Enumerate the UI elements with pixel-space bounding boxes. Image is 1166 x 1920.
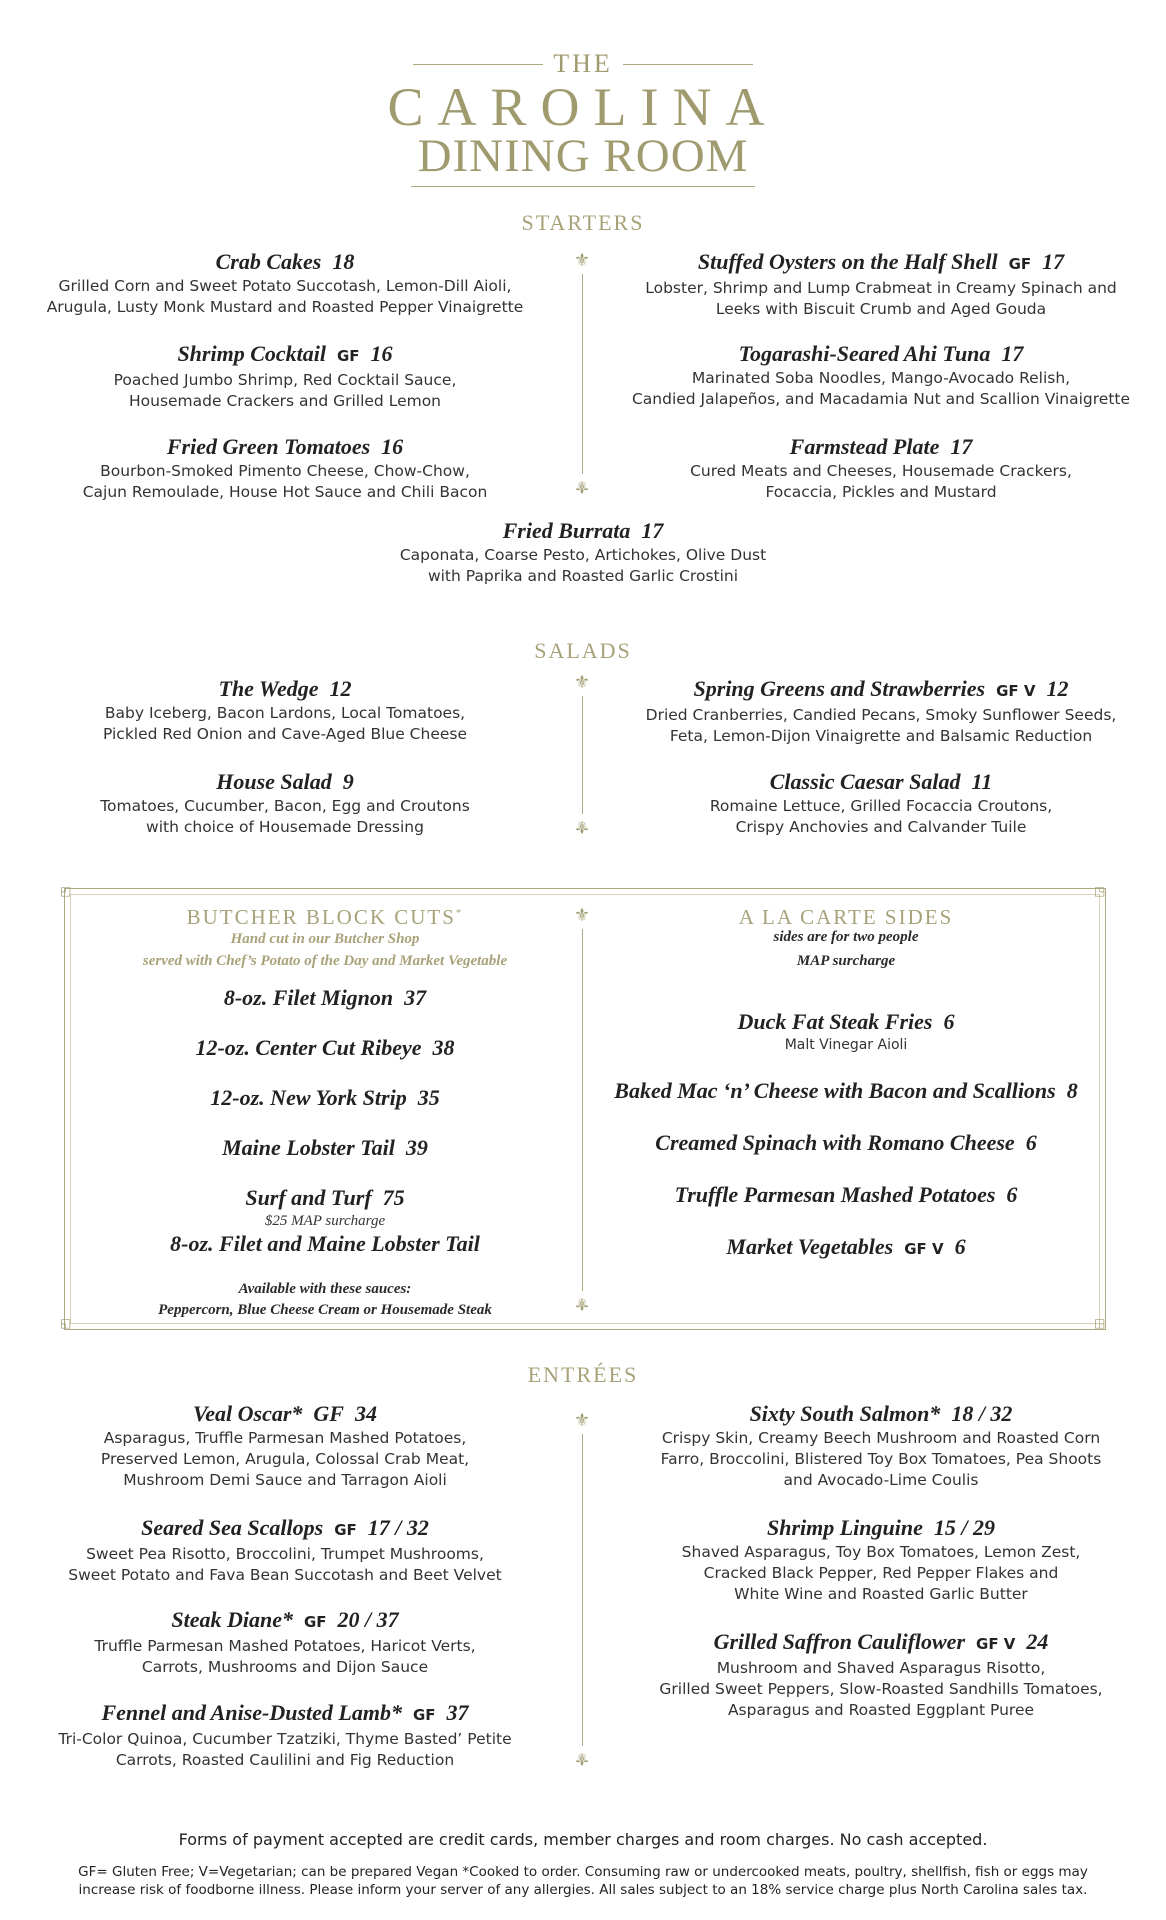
butcher-subtitle: served with Chef’s Potato of the Day and Market Vegetable xyxy=(142,953,508,969)
menu-item: Shrimp Linguine 15 / 29 Shaved Asparagus, Toy Box Tomatoes, Lemon Zest, Cracked Black Pepper, Red Pepper Flakes and White Wine and Roasted Garlic Butter xyxy=(681,1515,1081,1603)
menu-item: Classic Caesar Salad 11 Romaine Lettuce, Grilled Focaccia Croutons, Crispy Anchovies and Calvander Tuile xyxy=(709,769,1053,836)
sides-title: A LA CARTE SIDES xyxy=(738,905,954,929)
menu-item: Stuffed Oysters on the Half Shell GF 17 Lobster, Shrimp and Lump Crabmeat in Creamy Spinach and Leeks with Biscuit Crumb and Aged Gouda xyxy=(645,249,1117,318)
menu-item: Seared Sea Scallops GF 17 / 32 Sweet Pea Risotto, Broccolini, Trumpet Mushrooms, Sweet Potato and Fava Bean Succotash and Beet Velvet xyxy=(68,1515,502,1584)
menu-item: The Wedge 12 Baby Iceberg, Bacon Lardons, Local Tomatoes, Pickled Red Onion and Cave-Aged Blue Cheese xyxy=(102,676,468,743)
menu-item: Crab Cakes 18 Grilled Corn and Sweet Potato Succotash, Lemon-Dill Aioli, Arugula, Lusty Monk Mustard and Roasted Pepper Vinaigrette xyxy=(46,249,524,316)
menu-item: Fried Burrata 17 Caponata, Coarse Pesto, Artichokes, Olive Dust with Paprika and Roasted Garlic Crostini xyxy=(399,518,767,585)
fleur-icon: ⚜ xyxy=(573,250,591,271)
sauces-list: Peppercorn, Blue Cheese Cream or Housemade Steak xyxy=(158,1302,492,1318)
fleur-icon: ⚜ xyxy=(573,1748,591,1769)
fleur-icon: ⚜ xyxy=(573,672,591,693)
salads-divider xyxy=(573,672,591,842)
menu-item: Steak Diane* GF 20 / 37 Truffle Parmesan Mashed Potatoes, Haricot Verts, Carrots, Mushrooms and Dijon Sauce xyxy=(94,1607,476,1676)
butcher-cut: Maine Lobster Tail 39 xyxy=(222,1135,428,1160)
starters-divider xyxy=(573,250,591,502)
menu-item: Shrimp Cocktail GF 16 Poached Jumbo Shrimp, Red Cocktail Sauce, Housemade Crackers and Grilled Lemon xyxy=(113,341,457,410)
menu-item: Fried Green Tomatoes 16 Bourbon-Smoked Pimento Cheese, Chow-Chow, Cajun Remoulade, House Hot Sauce and Chili Bacon xyxy=(82,434,488,501)
fleur-icon: ⚜ xyxy=(573,1293,591,1314)
butcher-cut: Surf and Turf 75 xyxy=(245,1185,405,1210)
menu-item: Fennel and Anise-Dusted Lamb* GF 37 Tri-Color Quinoa, Cucumber Tzatziki, Thyme Basted’ Petite Carrots, Roasted Caulilini and Fig Reduction xyxy=(58,1700,512,1769)
butcher-divider xyxy=(573,905,591,1315)
restaurant-logo xyxy=(0,48,1166,187)
logo-underline xyxy=(411,186,755,187)
corner-ornament-icon: ◰ xyxy=(60,884,72,898)
side-item: Market Vegetables GF V 6 xyxy=(726,1234,966,1259)
entrees-title: ENTRÉES xyxy=(527,1362,639,1387)
corner-ornament-icon: ◲ xyxy=(1094,1316,1106,1330)
corner-ornament-icon: ◱ xyxy=(60,1316,72,1330)
salads-title: SALADS xyxy=(534,638,632,663)
entrees-divider xyxy=(573,1410,591,1774)
butcher-cut: 8-oz. Filet Mignon 37 xyxy=(223,985,427,1010)
sides-subtitle: MAP surcharge xyxy=(796,953,896,969)
butcher-cut: 12-oz. New York Strip 35 xyxy=(210,1085,440,1110)
logo-the: THE xyxy=(553,49,613,78)
fleur-icon: ⚜ xyxy=(573,816,591,837)
logo-carolina: CAROLINA xyxy=(387,77,779,137)
menu-item: Grilled Saffron Cauliflower GF V 24 Mushroom and Shaved Asparagus Risotto, Grilled Sweet Peppers, Slow-Roasted Sandhills Tomatoes, Asparagus and Roasted Eggplant Puree xyxy=(659,1629,1103,1719)
payment-note: Forms of payment accepted are credit cards, member charges and room charges. No cash accepted. xyxy=(178,1830,988,1849)
butcher-cut-detail: 8-oz. Filet and Maine Lobster Tail xyxy=(170,1231,480,1256)
menu-item: Veal Oscar* GF 34 Asparagus, Truffle Parmesan Mashed Potatoes, Preserved Lemon, Arugula, Colossal Crab Meat, Mushroom Demi Sauce and Tarragon Aioli xyxy=(100,1401,470,1489)
sauces-label: Available with these sauces: xyxy=(238,1281,412,1297)
logo-rule-right xyxy=(623,64,753,65)
fleur-icon: ⚜ xyxy=(573,905,591,926)
menu-item: House Salad 9 Tomatoes, Cucumber, Bacon, Egg and Croutons with choice of Housemade Dressing xyxy=(100,769,470,836)
fleur-icon: ⚜ xyxy=(573,1410,591,1431)
side-item: Baked Mac ‘n’ Cheese with Bacon and Scallions 8 xyxy=(614,1078,1078,1103)
fleur-icon: ⚜ xyxy=(573,476,591,497)
corner-ornament-icon: ◳ xyxy=(1094,884,1106,898)
menu-item: Togarashi-Seared Ahi Tuna 17 Marinated Soba Noodles, Mango-Avocado Relish, Candied Jalapeños, and Macadamia Nut and Scallion Vinaigrette xyxy=(631,341,1131,408)
side-item-note: Malt Vinegar Aioli xyxy=(784,1037,908,1053)
menu-item: Spring Greens and Strawberries GF V 12 Dried Cranberries, Candied Pecans, Smoky Sunflower Seeds, Feta, Lemon-Dijon Vinaigrette and Balsamic Reduction xyxy=(645,676,1117,745)
logo-dining-room: DINING ROOM xyxy=(417,130,749,182)
butcher-cut: 12-oz. Center Cut Ribeye 38 xyxy=(195,1035,455,1060)
menu-item: Sixty South Salmon* 18 / 32 Crispy Skin, Creamy Beech Mushroom and Roasted Corn Farro, Broccolini, Blistered Toy Box Tomatoes, Pea Shoots and Avocado-Lime Coulis xyxy=(660,1401,1102,1489)
side-item: Creamed Spinach with Romano Cheese 6 xyxy=(655,1130,1037,1155)
butcher-subtitle: Hand cut in our Butcher Shop xyxy=(230,931,420,947)
legal-note: GF= Gluten Free; V=Vegetarian; can be prepared Vegan *Cooked to order. Consuming raw or undercooked meats, poultry, shellfish, fish or eggs may increase risk of foodborne illness. Please inform your server of any allergies. All sales subject to an 18% service charge plus North Carolina sales tax. xyxy=(78,1864,1088,1898)
side-item: Duck Fat Steak Fries 6 xyxy=(737,1009,955,1034)
sides-subtitle: sides are for two people xyxy=(773,929,919,945)
logo-rule-left xyxy=(413,64,543,65)
surf-turf-surcharge: $25 MAP surcharge xyxy=(264,1213,386,1229)
side-item: Truffle Parmesan Mashed Potatoes 6 xyxy=(674,1182,1018,1207)
menu-item: Farmstead Plate 17 Cured Meats and Cheeses, Housemade Crackers, Focaccia, Pickles and Mustard xyxy=(690,434,1072,501)
starters-title: STARTERS xyxy=(521,210,645,235)
butcher-title: BUTCHER BLOCK CUTS* xyxy=(186,905,464,929)
